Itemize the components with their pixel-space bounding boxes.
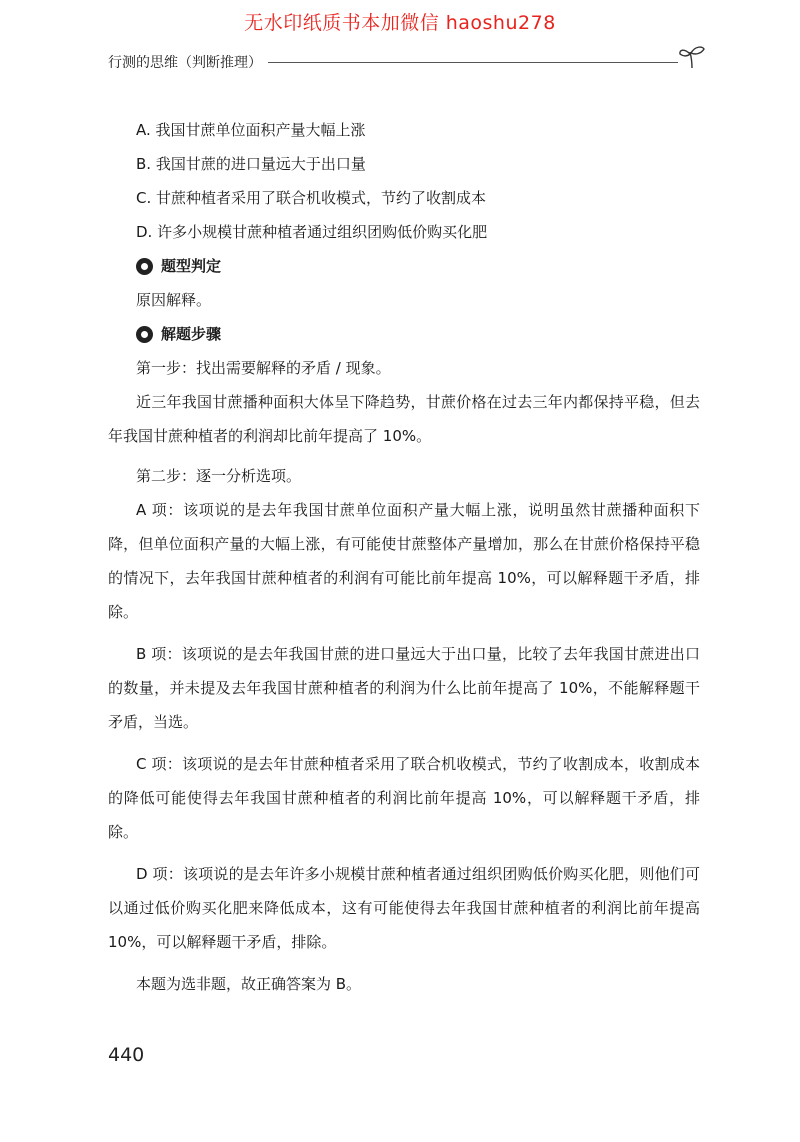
- page-number: 440: [108, 1044, 145, 1066]
- section-type-title: 题型判定: [161, 257, 222, 275]
- phenomenon-paragraph: 近三年我国甘蔗播种面积大体呈下降趋势，甘蔗价格在过去三年内都保持平稳，但去年我国甘蔗种植者的利润却比前年提高了 10%。: [108, 393, 700, 445]
- header-rule: [268, 62, 678, 63]
- section-steps-title: 解题步骤: [161, 325, 222, 343]
- section-steps-heading: [108, 317, 700, 351]
- step-two: 第二步：逐一分析选项。: [136, 467, 302, 485]
- analysis-paragraph-a: A 项：该项说的是去年我国甘蔗单位面积产量大幅上涨，说明虽然甘蔗播种面积下降，但单位面积产量的大幅上涨，有可能使甘蔗整体产量增加，那么在甘蔗价格保持平稳的情况下，去年我国甘蔗种植者的利润有可能比前年提高 10%，可以解释题干矛盾，排除。: [108, 501, 700, 621]
- option-a: A. 我国甘蔗单位面积产量大幅上涨: [136, 121, 366, 139]
- option-d: D. 许多小规模甘蔗种植者通过组织团购低价购买化肥: [136, 223, 488, 241]
- page-content: [108, 113, 700, 1001]
- sprout-icon: [678, 44, 708, 70]
- step-one: 第一步：找出需要解释的矛盾 / 现象。: [136, 359, 391, 377]
- analysis-paragraph-c: C 项：该项说的是去年甘蔗种植者采用了联合机收模式，节约了收割成本，收割成本的降低可能使得去年我国甘蔗种植者的利润比前年提高 10%，可以解释题干矛盾，排除。: [108, 755, 700, 841]
- analysis-paragraph-d: D 项：该项说的是去年许多小规模甘蔗种植者通过组织团购低价购买化肥，则他们可以通过低价购买化肥来降低成本，这有可能使得去年我国甘蔗种植者的利润比前年提高 10%，可以解释题干矛盾，排除。: [108, 865, 700, 951]
- header-title: 行测的思维（判断推理）: [108, 55, 262, 71]
- section-bullet-icon: [136, 326, 153, 343]
- section-bullet-icon: [136, 258, 153, 275]
- watermark-text: 无水印纸质书本加微信 haoshu278: [244, 12, 556, 34]
- conclusion: 本题为选非题，故正确答案为 B。: [136, 975, 362, 993]
- option-b: B. 我国甘蔗的进口量远大于出口量: [136, 155, 366, 173]
- section-type-heading: [108, 249, 700, 283]
- analysis-paragraph-b: B 项：该项说的是去年我国甘蔗的进口量远大于出口量，比较了去年我国甘蔗进出口的数量，并未提及去年我国甘蔗种植者的利润为什么比前年提高了 10%，不能解释题干矛盾，当选。: [108, 645, 700, 731]
- option-c: C. 甘蔗种植者采用了联合机收模式，节约了收割成本: [136, 189, 487, 207]
- running-header: [108, 52, 700, 76]
- question-type: 原因解释。: [136, 291, 212, 309]
